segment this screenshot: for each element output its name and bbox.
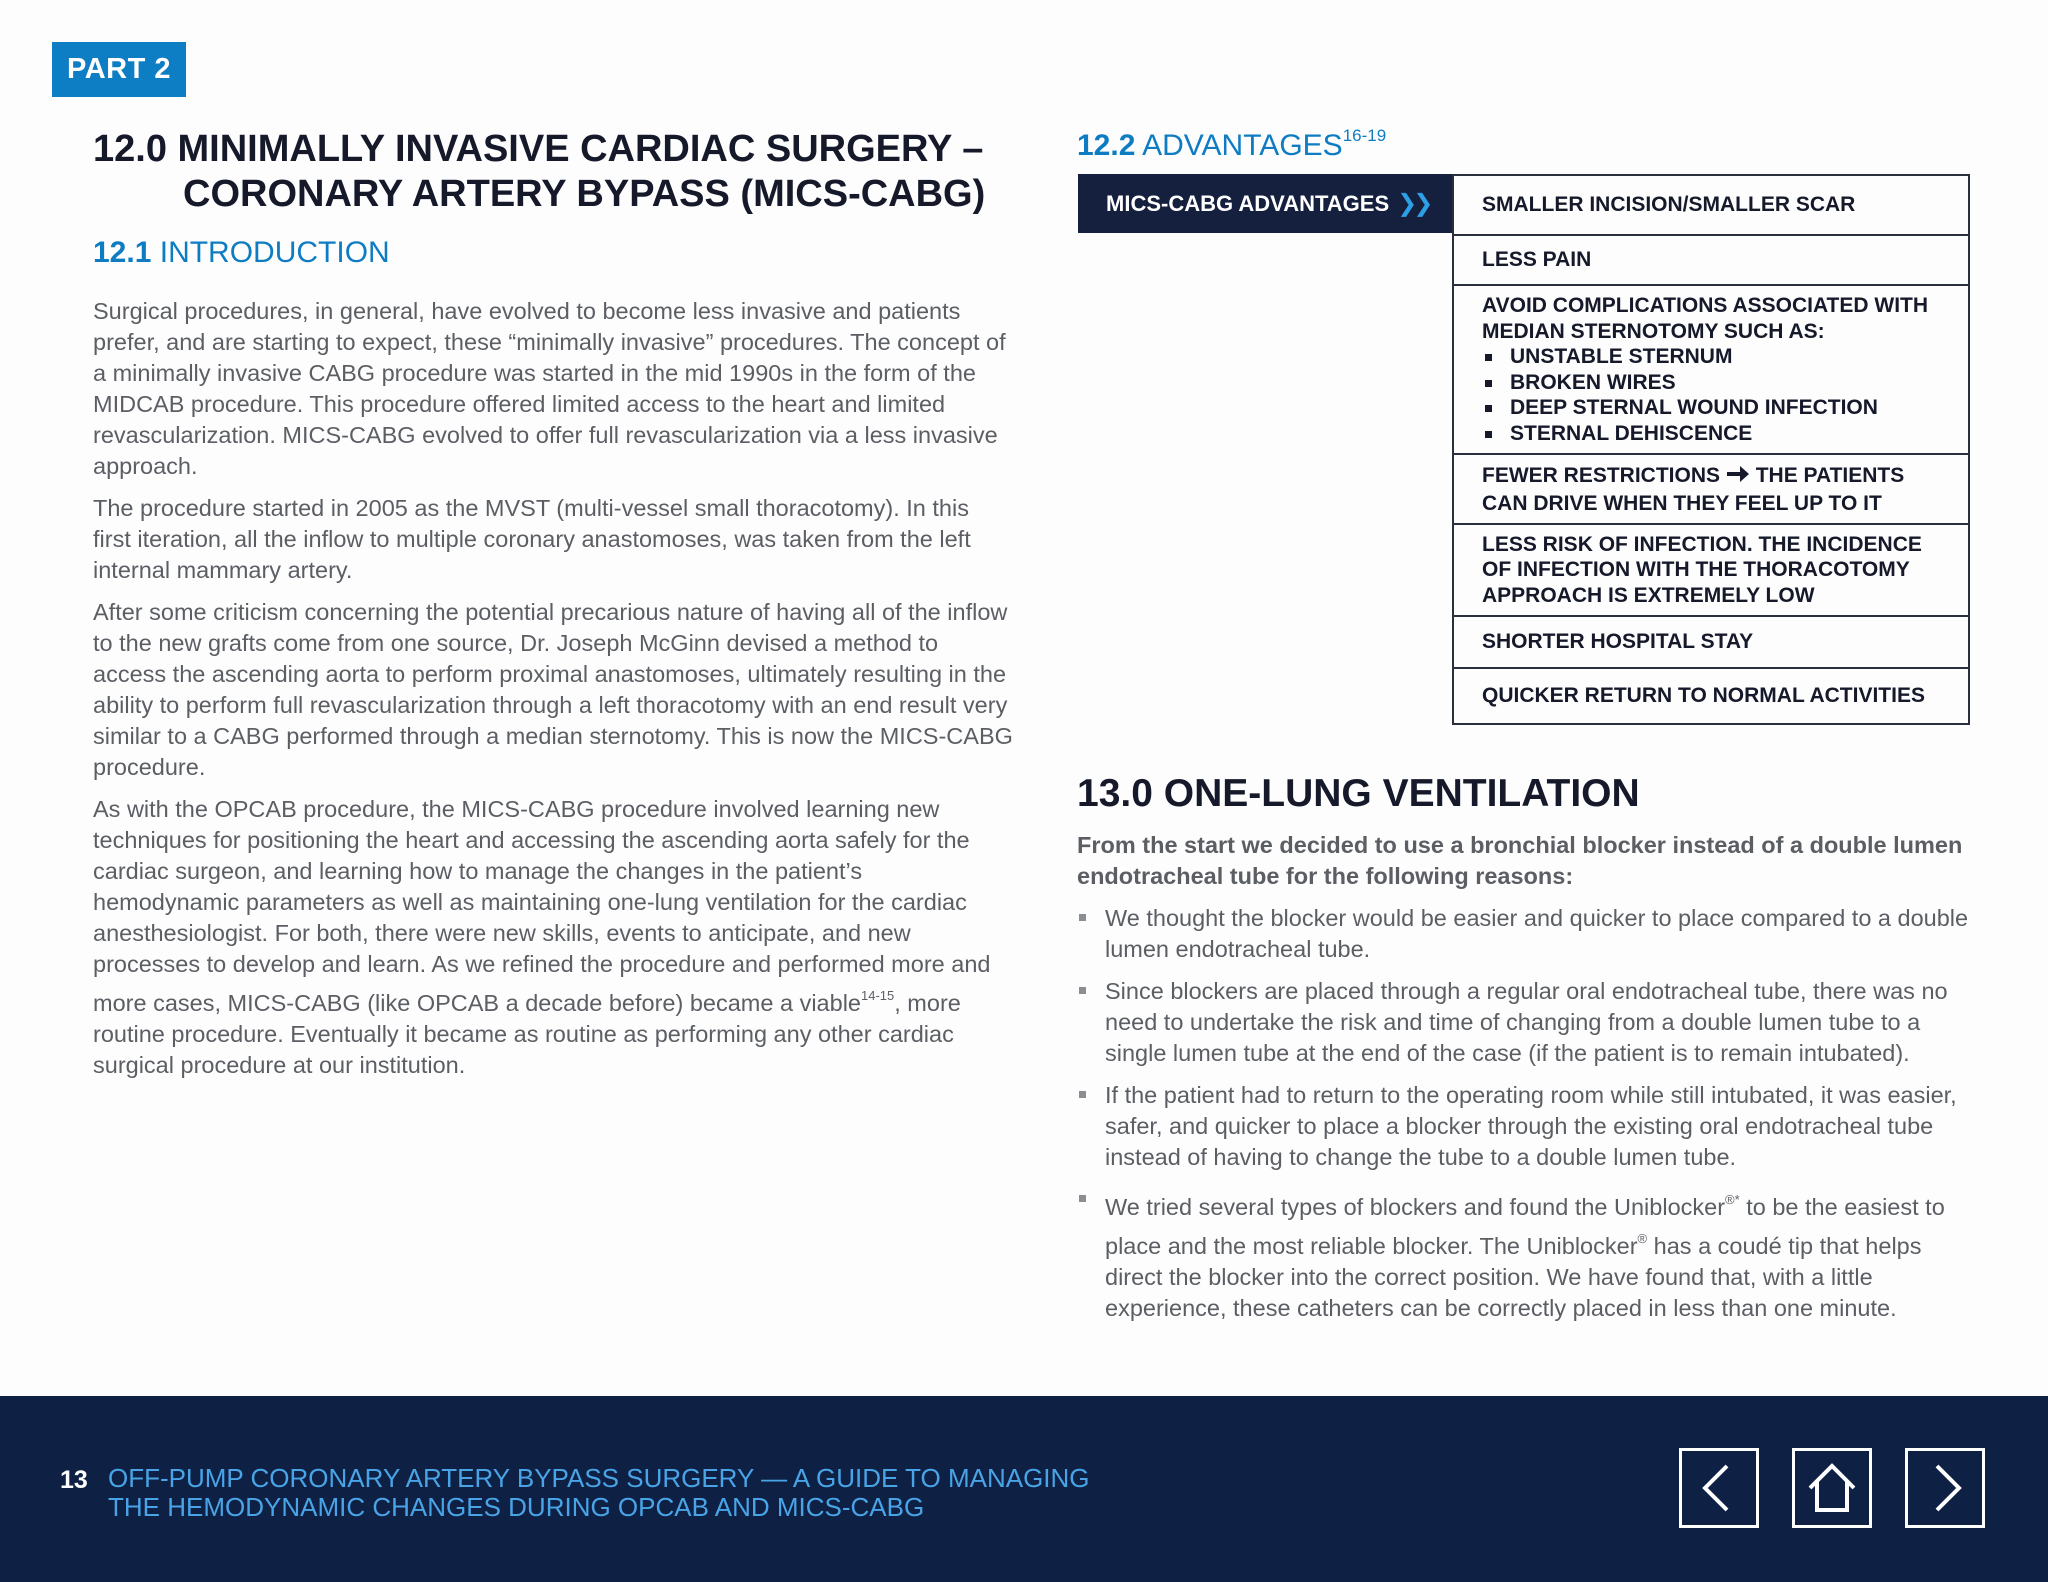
arrow-right-icon <box>1726 464 1750 491</box>
intro-paragraph-4 <box>93 794 1013 1081</box>
complication-item: STERNAL DEHISCENCE <box>1482 421 1948 447</box>
footer-bar <box>0 1396 2048 1582</box>
advantage-row <box>1454 234 1968 284</box>
intro-label: INTRODUCTION <box>159 236 390 269</box>
advantage-row-text: SMALLER INCISION/SMALLER SCAR <box>1482 193 1856 217</box>
page-number: 13 <box>60 1466 88 1494</box>
double-chevron-right-icon: ❯❯ <box>1397 190 1430 217</box>
advantage-row <box>1454 284 1968 453</box>
intro-number: 12.1 <box>93 236 152 269</box>
reason-text-a: We tried several types of blockers and found the Uniblocker <box>1105 1194 1726 1220</box>
advantages-table-header-label: MICS-CABG ADVANTAGES <box>1106 190 1390 216</box>
home-button[interactable] <box>1792 1448 1872 1528</box>
advantage-row <box>1454 615 1968 667</box>
intro-heading <box>93 236 390 270</box>
next-page-button[interactable] <box>1905 1448 1985 1528</box>
reasons-list <box>1077 903 1982 1335</box>
citation-superscript: 14-15 <box>860 988 895 1003</box>
advantages-table-header <box>1078 174 1453 233</box>
advantages-table <box>1452 174 1970 725</box>
advantage-row <box>1454 176 1968 234</box>
advantages-number: 12.2 <box>1077 129 1136 162</box>
intro-paragraph-4-part-a: As with the OPCAB procedure, the MICS-CABG procedure involved learning new techniques for positioning the heart and accessing the ascending aorta safely for the cardiac surgeon, and learning how to manage the changes in the patient’s hemodynamic parameters as well as maintaining one-lung ventilation for the cardiac anesthesiologist. For both, there were new skills, events to anticipate, and new processes to develop and learn. As we refined the procedure and performed more and more cases, MICS-CABG (like OPCAB a decade before) became a viable <box>93 796 991 1016</box>
advantages-label: ADVANTAGES <box>1142 129 1343 162</box>
intro-body <box>93 296 1013 1092</box>
complication-item: UNSTABLE STERNUM <box>1482 344 1948 370</box>
advantage-row-text: SHORTER HOSPITAL STAY <box>1482 630 1754 654</box>
previous-page-button[interactable] <box>1679 1448 1759 1528</box>
intro-paragraph-4-part-b: , more routine procedure. Eventually it became as routine as performing any other cardiac surgical procedure at our institution. <box>93 990 961 1078</box>
home-icon <box>1804 1460 1860 1516</box>
complications-list <box>1482 344 1948 446</box>
section-13-title: 13.0 ONE-LUNG VENTILATION <box>1077 772 1640 815</box>
complication-item: BROKEN WIRES <box>1482 370 1948 396</box>
part-badge: PART 2 <box>52 42 186 97</box>
advantages-citation: 16-19 <box>1342 126 1387 145</box>
reason-item: If the patient had to return to the operating room while still intubated, it was easier, safer, and quicker to place a blocker through the existing oral endotracheal tube instead of having to change the tube to a double lumen tube. <box>1077 1080 1982 1173</box>
reason-text-c: has a coudé tip that helps direct the blocker into the correct position. We have found that, with a little experience, these catheters can be correctly placed in less than one minute. <box>1105 1233 1922 1321</box>
advantage-row-text: QUICKER RETURN TO NORMAL ACTIVITIES <box>1482 684 1925 708</box>
advantage-row-text: AVOID COMPLICATIONS ASSOCIATED WITH MEDIAN STERNOTOMY SUCH AS: <box>1482 294 1929 343</box>
intro-paragraph-3: After some criticism concerning the potential precarious nature of having all of the inflow to the new grafts come from one source, Dr. Joseph McGinn devised a method to access the ascending aorta to perform proximal anastomoses, ultimately resulting in the ability to perform full revascularization through a left thoracotomy with an end result very similar to a CABG performed through a median sternotomy. This is now the MICS-CABG procedure. <box>93 599 1013 780</box>
chevron-left-icon <box>1691 1460 1747 1516</box>
registered-mark: ®* <box>1725 1192 1740 1207</box>
reason-item: Since blockers are placed through a regular oral endotracheal tube, there was no need to undertake the risk and time of changing from a double lumen tube to a single lumen tube at the end of the case (if the patient is to remain intubated). <box>1077 976 1982 1069</box>
section-12-title-line2: CORONARY ARTERY BYPASS (MICS-CABG) <box>183 173 986 215</box>
complication-item: DEEP STERNAL WOUND INFECTION <box>1482 395 1948 421</box>
reason-item: We thought the blocker would be easier and quicker to place compared to a double lumen endotracheal tube. <box>1077 903 1982 965</box>
advantage-row-text: LESS RISK OF INFECTION. THE INCIDENCE OF INFECTION WITH THE THORACOTOMY APPROACH IS EXTREMELY LOW <box>1482 532 1922 607</box>
advantage-row-text: FEWER RESTRICTIONS <box>1482 464 1721 487</box>
reason-item <box>1077 1184 1982 1324</box>
advantage-row-text: THE PATIENTS CAN DRIVE WHEN THEY FEEL UP TO IT <box>1482 464 1905 515</box>
registered-mark: ® <box>1637 1231 1648 1246</box>
advantage-row <box>1454 453 1968 523</box>
section-13-lead: From the start we decided to use a bronchial blocker instead of a double lumen endotracheal tube for the following reasons: <box>1077 832 1963 889</box>
advantage-row <box>1454 667 1968 723</box>
intro-paragraph-1: Surgical procedures, in general, have evolved to become less invasive and patients prefer, and are starting to expect, these “minimally invasive” procedures. The concept of a minimally invasive CABG procedure was started in the mid 1990s in the form of the MIDCAB procedure. This procedure offered limited access to the heart and limited revascularization. MICS-CABG evolved to offer full revascularization via a less invasive approach. <box>93 298 1006 479</box>
reason-text-b: to be the easiest to place and the most reliable blocker. The Uniblocker <box>1105 1194 1945 1259</box>
intro-paragraph-2: The procedure started in 2005 as the MVST (multi-vessel small thoracotomy). In this first iteration, all the inflow to multiple coronary anastomoses, was taken from the left internal mammary artery. <box>93 495 971 583</box>
advantage-row-text: LESS PAIN <box>1482 248 1592 272</box>
footer-title <box>108 1464 1108 1522</box>
advantages-heading <box>1077 126 1386 163</box>
section-12-title <box>93 127 1023 217</box>
chevron-right-icon <box>1917 1460 1973 1516</box>
advantage-row <box>1454 523 1968 615</box>
section-12-title-line1: 12.0 MINIMALLY INVASIVE CARDIAC SURGERY – <box>93 128 984 170</box>
footer-title-line1: OFF-PUMP CORONARY ARTERY BYPASS SURGERY — A GUIDE TO MANAGING <box>108 1463 1090 1493</box>
footer-title-line2: THE HEMODYNAMIC CHANGES DURING OPCAB AND MICS-CABG <box>108 1492 925 1522</box>
